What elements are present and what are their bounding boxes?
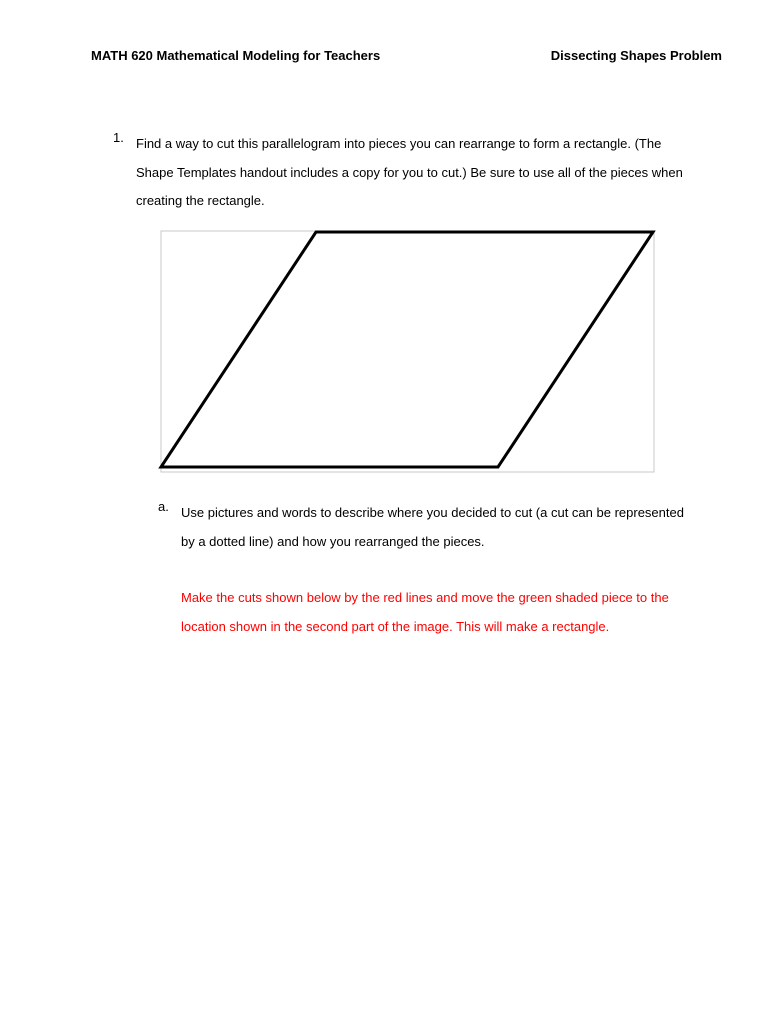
sub-question-line: Use pictures and words to describe where you decided to cut (a cut can be represented: [181, 505, 684, 520]
sub-question-letter: a.: [158, 499, 169, 514]
answer-text: [181, 584, 741, 641]
problem-title: Dissecting Shapes Problem: [550, 48, 722, 63]
parallelogram-figure: [156, 226, 658, 478]
question-line: creating the rectangle.: [136, 193, 265, 208]
sub-question-line: by a dotted line) and how you rearranged the pieces.: [181, 533, 485, 549]
answer-line: location shown in the second part of the image. This will make a rectangle.: [181, 618, 610, 634]
question-text: [136, 130, 736, 216]
question-number: 1.: [113, 130, 124, 145]
question-line: Shape Templates handout includes a copy for you to cut.) Be sure to use all of the pieces when: [136, 164, 683, 180]
sub-question-text: [181, 499, 741, 556]
question-line: Find a way to cut this parallelogram into pieces you can rearrange to form a rectangle. (The: [136, 136, 662, 151]
course-title: MATH 620 Mathematical Modeling for Teachers: [91, 48, 381, 63]
answer-line: Make the cuts shown below by the red lines and move the green shaded piece to the: [181, 590, 669, 605]
